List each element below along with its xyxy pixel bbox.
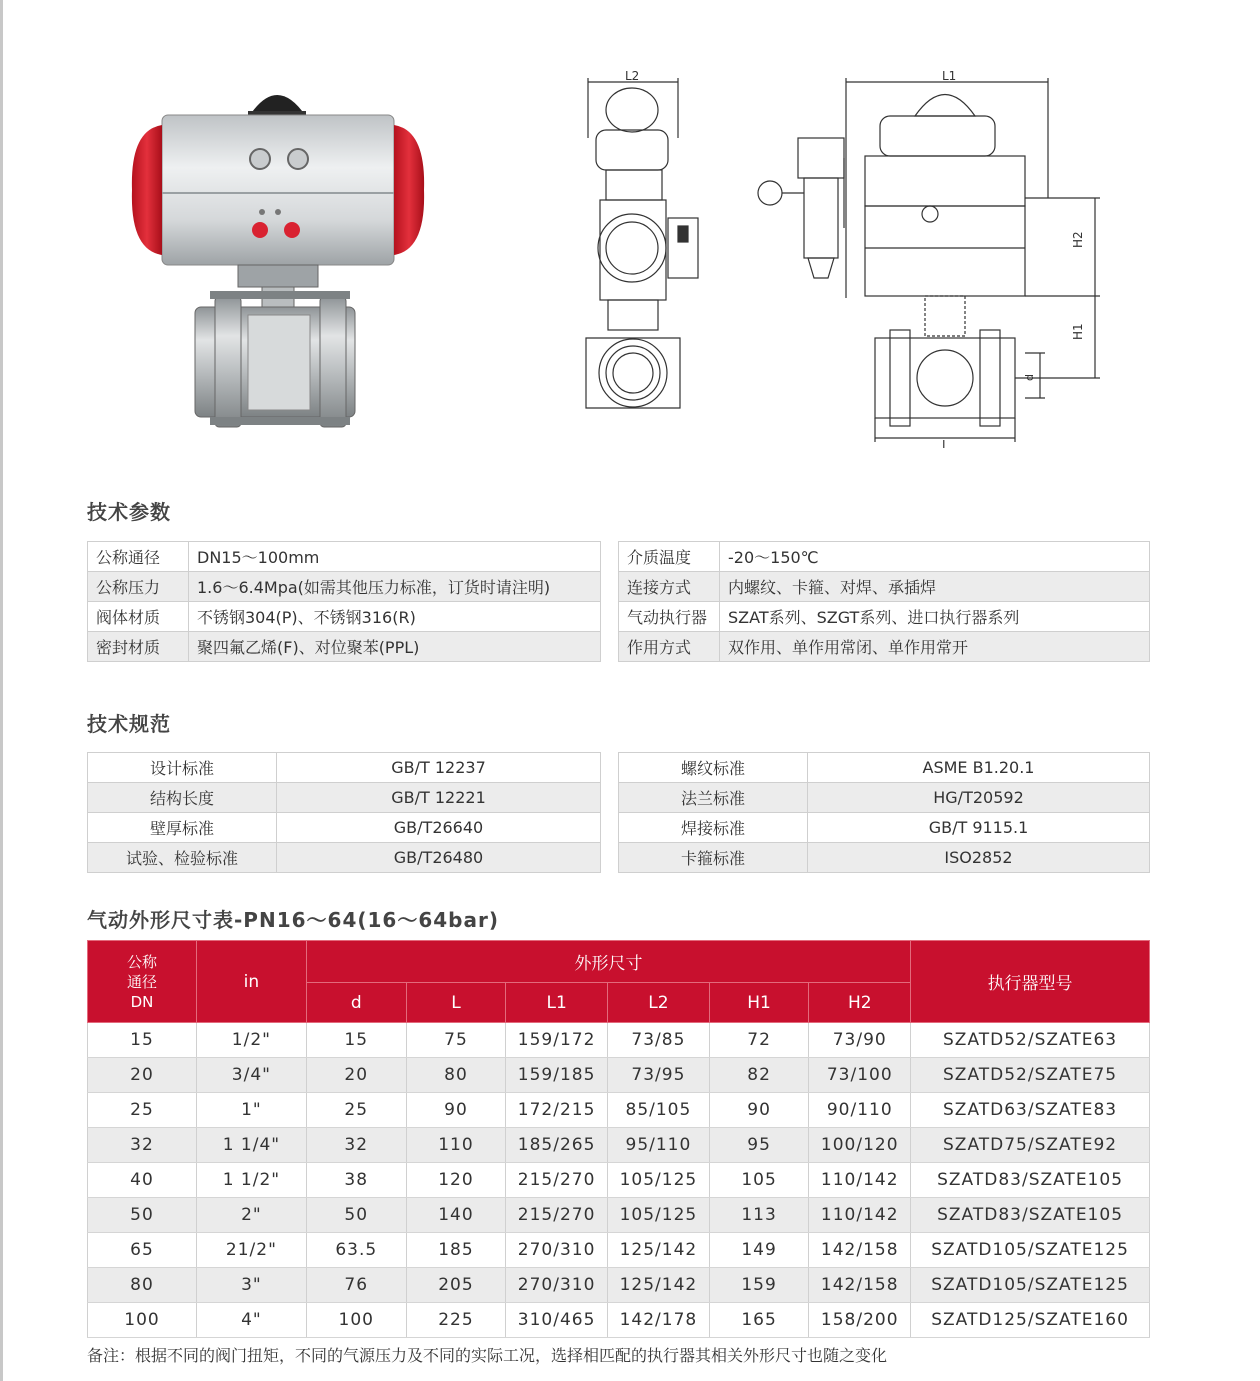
param-value: 双作用、单作用常闭、单作用常开 — [720, 632, 1150, 662]
table-row — [88, 1198, 1150, 1233]
cell-l1: 270/310 — [506, 1233, 608, 1268]
table-row — [88, 1233, 1150, 1268]
spec-key: 法兰标准 — [619, 783, 808, 813]
header-dn-line3: DN — [130, 992, 154, 1011]
cell-l: 140 — [406, 1198, 506, 1233]
cell-dn: 65 — [88, 1233, 197, 1268]
cell-in: 1" — [196, 1093, 306, 1128]
cell-h1: 149 — [709, 1233, 809, 1268]
spec-key: 卡箍标准 — [619, 843, 808, 873]
cell-h1: 95 — [709, 1128, 809, 1163]
spec-key: 壁厚标准 — [88, 813, 277, 843]
cell-in: 1/2" — [196, 1023, 306, 1058]
cell-l: 185 — [406, 1233, 506, 1268]
valve-product-photo — [120, 75, 430, 440]
table-row — [88, 1023, 1150, 1058]
cell-l2: 73/85 — [608, 1023, 710, 1058]
cell-l2: 125/142 — [608, 1233, 710, 1268]
header-outline-size: 外形尺寸 — [306, 941, 910, 983]
cell-l: 90 — [406, 1093, 506, 1128]
table-row — [88, 1268, 1150, 1303]
spec-value: GB/T 9115.1 — [808, 813, 1150, 843]
param-key: 阀体材质 — [88, 602, 189, 632]
tech-params-table-right — [618, 541, 1150, 662]
param-key: 密封材质 — [88, 632, 189, 662]
cell-l2: 85/105 — [608, 1093, 710, 1128]
cell-actuator: SZATD83/SZATE105 — [911, 1198, 1150, 1233]
cell-l2: 95/110 — [608, 1128, 710, 1163]
cell-in: 3/4" — [196, 1058, 306, 1093]
cell-h1: 82 — [709, 1058, 809, 1093]
cell-l1: 215/270 — [506, 1198, 608, 1233]
cell-h1: 159 — [709, 1268, 809, 1303]
label-d: d — [1023, 374, 1036, 381]
tech-specs-title: 技术规范 — [87, 712, 171, 736]
cell-in: 21/2" — [196, 1233, 306, 1268]
table-row — [88, 1128, 1150, 1163]
cell-d: 15 — [306, 1023, 406, 1058]
tech-specs-table-right — [618, 752, 1150, 873]
cell-dn: 50 — [88, 1198, 197, 1233]
cell-h1: 90 — [709, 1093, 809, 1128]
param-value: 不锈钢304(P)、不锈钢316(R) — [189, 602, 601, 632]
cell-l1: 215/270 — [506, 1163, 608, 1198]
cell-l: 80 — [406, 1058, 506, 1093]
header-l2: L2 — [608, 983, 710, 1023]
cell-l2: 73/95 — [608, 1058, 710, 1093]
cell-h2: 158/200 — [809, 1303, 911, 1338]
header-dn-line2: 通径 — [126, 972, 157, 991]
cell-h2: 100/120 — [809, 1128, 911, 1163]
label-l1: L1 — [942, 69, 957, 83]
cell-l2: 105/125 — [608, 1163, 710, 1198]
param-key: 气动执行器 — [619, 602, 720, 632]
cell-l: 110 — [406, 1128, 506, 1163]
header-actuator-model: 执行器型号 — [911, 941, 1150, 1023]
spec-value: ISO2852 — [808, 843, 1150, 873]
table-row — [88, 1163, 1150, 1198]
header-dn-line1: 公称 — [126, 952, 157, 971]
spec-key: 设计标准 — [88, 753, 277, 783]
cell-d: 100 — [306, 1303, 406, 1338]
cell-l: 75 — [406, 1023, 506, 1058]
cell-in: 2" — [196, 1198, 306, 1233]
param-value: 1.6～6.4Mpa(如需其他压力标准，订货时请注明) — [189, 572, 601, 602]
cell-d: 50 — [306, 1198, 406, 1233]
cell-h2: 110/142 — [809, 1198, 911, 1233]
cell-actuator: SZATD52/SZATE75 — [911, 1058, 1150, 1093]
param-value: -20～150℃ — [720, 542, 1150, 572]
cell-in: 1 1/2" — [196, 1163, 306, 1198]
cell-l1: 270/310 — [506, 1268, 608, 1303]
cell-dn: 32 — [88, 1128, 197, 1163]
param-key: 介质温度 — [619, 542, 720, 572]
cell-d: 25 — [306, 1093, 406, 1128]
spec-key: 结构长度 — [88, 783, 277, 813]
param-value: 聚四氟乙烯(F)、对位聚苯(PPL) — [189, 632, 601, 662]
spec-value: GB/T26480 — [277, 843, 601, 873]
cell-l: 225 — [406, 1303, 506, 1338]
cell-h2: 142/158 — [809, 1233, 911, 1268]
cell-l1: 172/215 — [506, 1093, 608, 1128]
label-l2: L2 — [625, 69, 640, 83]
spec-key: 焊接标准 — [619, 813, 808, 843]
cell-l1: 185/265 — [506, 1128, 608, 1163]
spec-key: 试验、检验标准 — [88, 843, 277, 873]
cell-d: 38 — [306, 1163, 406, 1198]
cell-d: 20 — [306, 1058, 406, 1093]
cell-h1: 113 — [709, 1198, 809, 1233]
table-row — [88, 1303, 1150, 1338]
cell-actuator: SZATD75/SZATE92 — [911, 1128, 1150, 1163]
cell-in: 1 1/4" — [196, 1128, 306, 1163]
valve-dimension-drawing — [570, 68, 1110, 448]
cell-in: 3" — [196, 1268, 306, 1303]
cell-actuator: SZATD63/SZATE83 — [911, 1093, 1150, 1128]
cell-dn: 40 — [88, 1163, 197, 1198]
cell-d: 63.5 — [306, 1233, 406, 1268]
table-row — [88, 1058, 1150, 1093]
cell-dn: 80 — [88, 1268, 197, 1303]
spec-value: HG/T20592 — [808, 783, 1150, 813]
spec-value: ASME B1.20.1 — [808, 753, 1150, 783]
cell-h1: 165 — [709, 1303, 809, 1338]
cell-l2: 142/178 — [608, 1303, 710, 1338]
tech-params-table-left — [87, 541, 601, 662]
cell-h2: 110/142 — [809, 1163, 911, 1198]
cell-actuator: SZATD105/SZATE125 — [911, 1268, 1150, 1303]
label-l: L — [942, 438, 949, 448]
cell-actuator: SZATD83/SZATE105 — [911, 1163, 1150, 1198]
cell-l2: 105/125 — [608, 1198, 710, 1233]
param-key: 连接方式 — [619, 572, 720, 602]
cell-d: 76 — [306, 1268, 406, 1303]
cell-h2: 73/90 — [809, 1023, 911, 1058]
cell-dn: 100 — [88, 1303, 197, 1338]
spec-value: GB/T 12221 — [277, 783, 601, 813]
cell-dn: 25 — [88, 1093, 197, 1128]
param-value: 内螺纹、卡箍、对焊、承插焊 — [720, 572, 1150, 602]
header-in: in — [196, 941, 306, 1023]
cell-dn: 15 — [88, 1023, 197, 1058]
cell-in: 4" — [196, 1303, 306, 1338]
cell-l: 120 — [406, 1163, 506, 1198]
header-dn — [88, 941, 197, 1023]
cell-actuator: SZATD52/SZATE63 — [911, 1023, 1150, 1058]
param-key: 作用方式 — [619, 632, 720, 662]
cell-h2: 90/110 — [809, 1093, 911, 1128]
cell-h2: 142/158 — [809, 1268, 911, 1303]
param-value: DN15～100mm — [189, 542, 601, 572]
footnote: 备注：根据不同的阀门扭矩，不同的气源压力及不同的实际工况，选择相匹配的执行器其相关外形尺寸也随之变化 — [87, 1346, 888, 1365]
spec-key: 螺纹标准 — [619, 753, 808, 783]
label-h1: H1 — [1071, 323, 1085, 340]
label-h2: H2 — [1071, 231, 1085, 248]
dimension-table — [87, 940, 1150, 1338]
cell-d: 32 — [306, 1128, 406, 1163]
header-l1: L1 — [506, 983, 608, 1023]
table-row — [88, 1093, 1150, 1128]
cell-h1: 105 — [709, 1163, 809, 1198]
header-d: d — [306, 983, 406, 1023]
cell-l2: 125/142 — [608, 1268, 710, 1303]
cell-l1: 310/465 — [506, 1303, 608, 1338]
tech-specs-table-left — [87, 752, 601, 873]
cell-l1: 159/172 — [506, 1023, 608, 1058]
spec-value: GB/T26640 — [277, 813, 601, 843]
spec-value: GB/T 12237 — [277, 753, 601, 783]
param-key: 公称压力 — [88, 572, 189, 602]
header-l: L — [406, 983, 506, 1023]
cell-actuator: SZATD105/SZATE125 — [911, 1233, 1150, 1268]
header-h1: H1 — [709, 983, 809, 1023]
param-key: 公称通径 — [88, 542, 189, 572]
page-left-border — [0, 0, 3, 1381]
cell-actuator: SZATD125/SZATE160 — [911, 1303, 1150, 1338]
cell-l1: 159/185 — [506, 1058, 608, 1093]
param-value: SZAT系列、SZGT系列、进口执行器系列 — [720, 602, 1150, 632]
header-h2: H2 — [809, 983, 911, 1023]
cell-dn: 20 — [88, 1058, 197, 1093]
cell-h1: 72 — [709, 1023, 809, 1058]
tech-params-title: 技术参数 — [87, 500, 171, 524]
cell-l: 205 — [406, 1268, 506, 1303]
cell-h2: 73/100 — [809, 1058, 911, 1093]
dim-table-title: 气动外形尺寸表-PN16～64(16～64bar) — [87, 908, 499, 932]
